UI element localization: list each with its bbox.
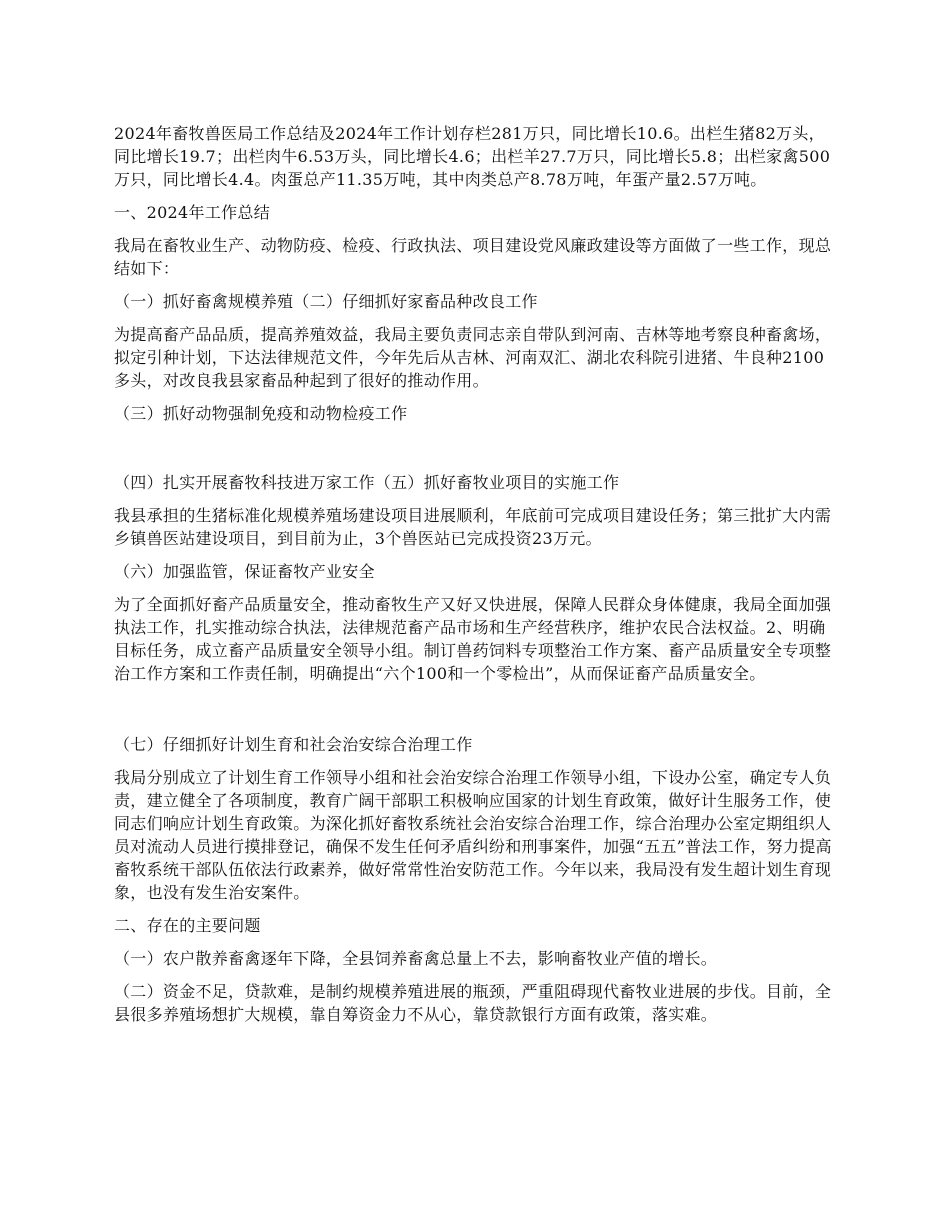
section-heading-1: 一、2024年工作总结 (114, 203, 271, 222)
paragraph-projects: 我县承担的生猪标准化规模养殖场建设项目进展顺利，年底前可完成项目建设任务；第三批扩大内需乡镇兽医站建设项目，到目前为止，3个兽医站已完成投资23万元。 (114, 506, 832, 548)
subheading-3: （三）抓好动物强制免疫和动物检疫工作 (114, 404, 408, 423)
problem-1: （一）农户散养畜禽逐年下降，全县饲养畜禽总量上不去，影响畜牧业产值的增长。 (114, 949, 718, 968)
subheading-6: （六）加强监管，保证畜牧产业安全 (114, 562, 375, 581)
paragraph-supervision: 为了全面抓好畜产品质量安全，推动畜牧生产又好又快进展，保障人民群众身体健康，我局全面加强执法工作，扎实推动综合执法，法律规范畜产品市场和生产经营秩序，维护农民合法权益。2、明确目标任务，成立畜产品质量安全领导小组。制订兽药饲料专项整治工作方案、畜产品质量安全专项整治工作方案和工作责任制，明确提出“六个100和一个零检出”，从而保证畜产品质量安全。 (114, 595, 832, 683)
problem-2: （二）资金不足，贷款难，是制约规模养殖进展的瓶颈，严重阻碍现代畜牧业进展的步伐。目前，全县很多养殖场想扩大规模，靠自筹资金力不从心，靠贷款银行方面有政策，落实难。 (114, 982, 832, 1024)
blank-space (114, 695, 838, 733)
document-page (114, 122, 838, 1036)
paragraph-family-planning: 我局分别成立了计划生育工作领导小组和社会治安综合治理工作领导小组，下设办公室，确定专人负责，建立健全了各项制度，教育广阔干部职工积极响应国家的计划生育政策，做好计生服务工作，使同志们响应计划生育政策。为深化抓好畜牧系统社会治安综合治理工作，综合治理办公室定期组织人员对流动人员进行摸排登记，确保不发生任何矛盾纠纷和刑事案件，加强“五五”普法工作，努力提高畜牧系统干部队伍依法行政素养，做好常常性治安防范工作。今年以来，我局没有发生超计划生育现象，也没有发生治安案件。 (114, 768, 832, 902)
paragraph-breed-improvement: 为提高畜产品品质，提高养殖效益，我局主要负责同志亲自带队到河南、吉林等地考察良种畜禽场，拟定引种计划，下达法律规范文件，今年先后从吉林、河南双汇、湖北农科院引进猪、牛良种2100多头，对改良我县家畜品种起到了很好的推动作用。 (114, 325, 832, 390)
subheading-7: （七）仔细抓好计划生育和社会治安综合治理工作 (114, 735, 473, 754)
section-1-intro: 我局在畜牧业生产、动物防疫、检疫、行政执法、项目建设党风廉政建设等方面做了一些工作，现总结如下： (114, 236, 832, 278)
subheading-1-2: （一）抓好畜禽规模养殖（二）仔细抓好家畜品种改良工作 (114, 292, 538, 311)
intro-paragraph: 2024年畜牧兽医局工作总结及2024年工作计划存栏281万只，同比增长10.6。出栏生猪82万头，同比增长19.7；出栏肉牛6.53万头，同比增长4.6；出栏羊27.7万只，同比增长5.8；出栏家禽500万只，同比增长4.4。肉蛋总产11.35万吨，其中肉类总产8.78万吨，年蛋产量2.57万吨。 (114, 124, 831, 189)
subheading-4-5: （四）扎实开展畜牧科技进万家工作（五）抓好畜牧业项目的实施工作 (114, 473, 620, 492)
section-heading-2: 二、存在的主要问题 (114, 916, 261, 935)
blank-space (114, 435, 838, 471)
